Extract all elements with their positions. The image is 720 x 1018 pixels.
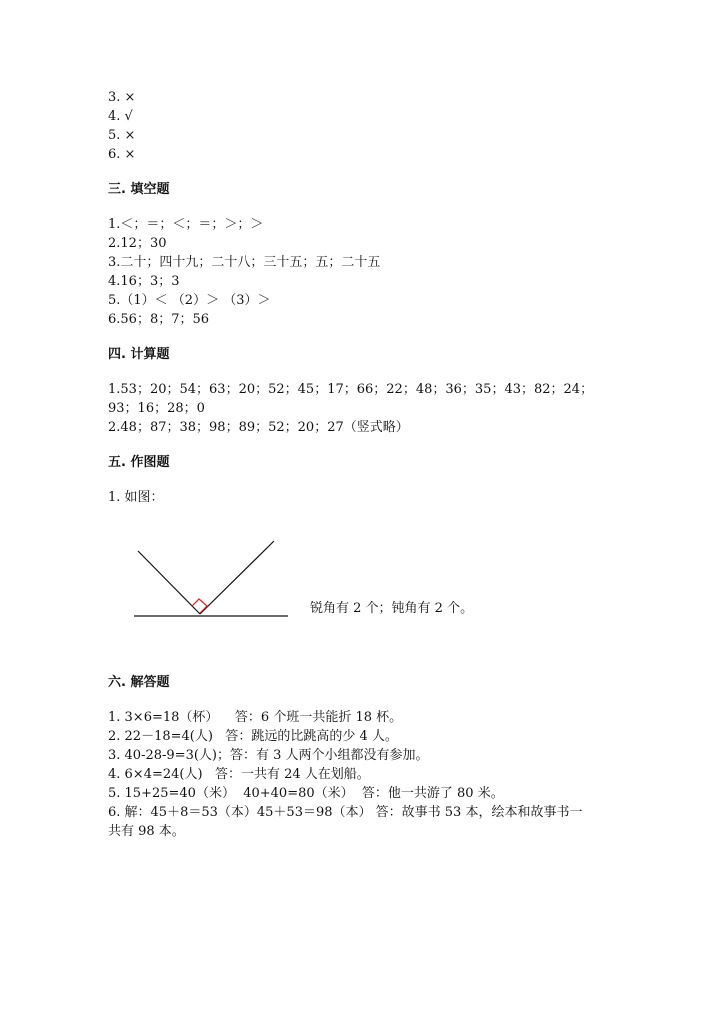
answer-line: 1.53；20；54；63；20；52；45；17；66；22；48；36；35；43；82；24；	[108, 382, 594, 397]
section-heading-fill-blank: 三. 填空题	[108, 182, 170, 197]
calculation-answers	[108, 380, 608, 437]
right-angle-mark	[192, 599, 207, 613]
answer-line: 6. ×	[108, 147, 136, 162]
answer-line: 2.12；30	[108, 236, 167, 251]
answer-line: 2. 22－18=4(人) 答：跳远的比跳高的少 4 人。	[108, 729, 398, 744]
answer-line: 5. ×	[108, 128, 136, 143]
answer-line: 4. √	[108, 109, 133, 124]
section-heading-solving: 六. 解答题	[108, 675, 170, 690]
angle-figure	[108, 507, 608, 657]
section-heading-calculation: 四. 计算题	[108, 347, 170, 362]
section-heading-drawing: 五. 作图题	[108, 455, 170, 470]
top-answers	[108, 88, 608, 164]
answer-line: 共有 98 本。	[108, 824, 185, 839]
answer-line: 93；16；28；0	[108, 401, 205, 416]
answer-page	[108, 88, 608, 841]
answer-line: 6.56；8；7；56	[108, 312, 210, 327]
answer-line: 4. 6×4=24(人) 答：一共有 24 人在划船。	[108, 767, 370, 782]
answer-line: 3. 40-28-9=3(人)；答：有 3 人两个小组都没有参加。	[108, 748, 429, 763]
drawing-intro: 1. 如图：	[108, 490, 164, 505]
answer-line: 1.＜；＝；＜；＝；＞；＞	[108, 217, 264, 232]
answer-line: 3. ×	[108, 90, 136, 105]
answer-line: 3.二十；四十九；二十八；三十五；五；二十五	[108, 255, 381, 270]
answer-line: 2.48；87；38；98；89；52；20；27（竖式略）	[108, 420, 409, 435]
answer-line: 5.（1）＜ （2）＞ （3）＞	[108, 293, 271, 308]
right-ray	[200, 541, 274, 614]
solving-answers	[108, 708, 608, 841]
left-ray	[138, 551, 200, 614]
fill-blank-answers	[108, 215, 608, 329]
answer-line: 4.16；3；3	[108, 274, 180, 289]
answer-line: 1. 3×6=18（杯） 答：6 个班一共能折 18 杯。	[108, 710, 403, 725]
figure-caption: 锐角有 2 个；钝角有 2 个。	[310, 601, 474, 616]
answer-line: 5. 15+25=40（米） 40+40=80（米） 答：他一共游了 80 米。	[108, 786, 504, 801]
angle-diagram	[108, 507, 368, 657]
answer-line: 6. 解：45＋8＝53（本）45＋53＝98（本） 答：故事书 53 本，绘本和故事书一	[108, 805, 583, 820]
